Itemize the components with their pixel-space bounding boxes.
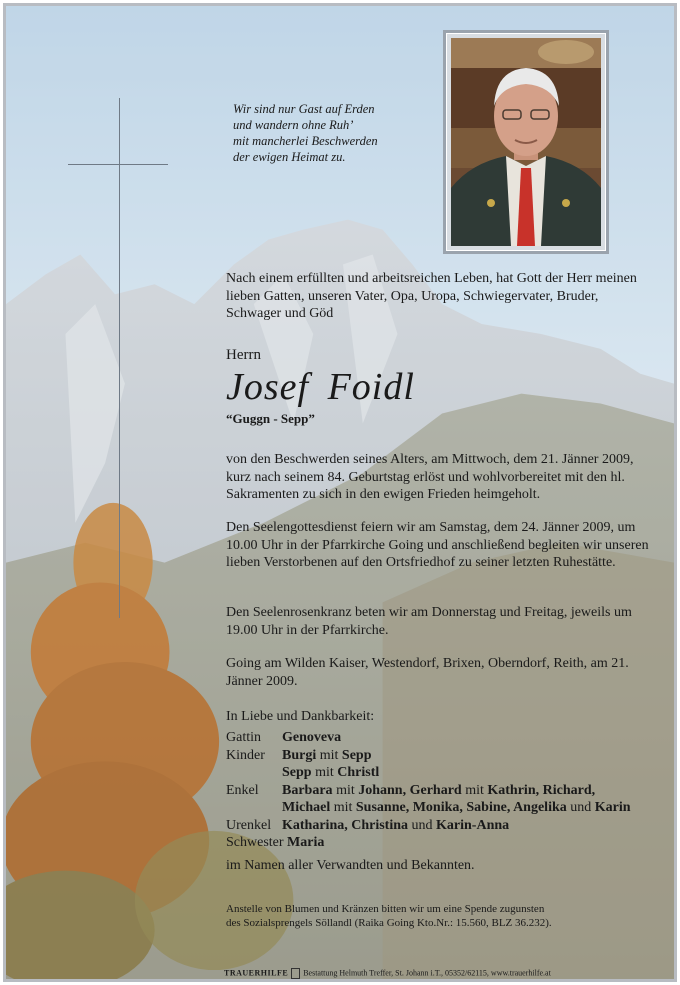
family-row-enkel — [226, 782, 666, 800]
family-member: Christl — [337, 765, 380, 780]
family-member: Burgi — [282, 747, 317, 763]
connector: und — [570, 800, 592, 815]
paragraph-service: Den Seelengottesdienst feiern wir am Samstag, dem 24. Jänner 2009, um 10.00 Uhr in der Pfarrkirche Going und anschließend begleiten wir unseren lieben Verstorbenen auf den Ortsfriedhof zu seiner letzten Ruhestätte. — [226, 520, 649, 570]
family-list — [226, 729, 666, 852]
family-member: Maria — [287, 835, 325, 850]
family-row-enkel-2 — [226, 799, 666, 817]
family-member: Johann, Gerhard — [358, 782, 462, 798]
family-row-kinder-2 — [226, 764, 666, 782]
donation-line: des Sozialsprengels Söllandl (Raika Going Kto.Nr.: 15.560, BLZ 36.232). — [226, 917, 552, 929]
family-label: Gattin — [226, 730, 261, 745]
poem-line: und wandern ohne Ruh’ — [233, 118, 354, 132]
family-member: Michael — [282, 800, 331, 815]
family-row-kinder — [226, 747, 666, 765]
connector: und — [411, 817, 433, 833]
family-member: Barbara — [282, 782, 333, 798]
family-member: Katharina, Christina — [282, 817, 409, 833]
poem — [233, 101, 378, 165]
family-label: Schwester — [226, 835, 284, 850]
family-label: Kinder — [226, 747, 265, 763]
cross-vertical — [119, 98, 120, 618]
footer — [224, 968, 551, 979]
love-line: In Liebe und Dankbarkeit: — [226, 709, 375, 724]
obituary-page — [3, 3, 677, 982]
family-row-gattin — [226, 729, 666, 747]
donation-note — [226, 902, 552, 930]
family-row-urenkel — [226, 817, 666, 835]
cross-horizontal — [68, 164, 168, 165]
poem-line: mit mancherlei Beschwerden — [233, 134, 378, 148]
family-label: Urenkel — [226, 817, 272, 833]
portrait-image — [451, 38, 601, 246]
trauerhilfe-logo-icon — [291, 968, 300, 979]
donation-line: Anstelle von Blumen und Kränzen bitten wir um eine Spende zugunsten — [226, 903, 545, 915]
family-row-schwester — [226, 834, 666, 852]
salutation: Herrn — [226, 347, 261, 363]
family-member: Sepp — [341, 747, 372, 763]
paragraph-rosary: Den Seelenrosenkranz beten wir am Donnerstag und Freitag, jeweils um 19.00 Uhr in der Pfarrkirche. — [226, 605, 632, 638]
connector: mit — [465, 782, 484, 798]
connector: mit — [336, 782, 355, 798]
intro-text: Nach einem erfüllten und arbeitsreichen Leben, hat Gott der Herr meinen lieben Gatten, unseren Vater, Opa, Uropa, Schwiegervater, Bruder, Schwager und Göd — [226, 271, 637, 321]
connector: mit — [319, 747, 339, 763]
paragraph-passing: von den Beschwerden seines Alters, am Mittwoch, dem 21. Jänner 2009, kurz nach seinem 84. Geburtstag erlöst und wohlvorbereitet mit den hl. Sakramenten zu sich in den ewigen Frieden heimgeholt. — [226, 452, 634, 502]
family-member: Genoveva — [282, 730, 342, 745]
family-member: Susanne, Monika, Sabine, Angelika — [355, 800, 567, 815]
family-label: Enkel — [226, 782, 259, 798]
family-member: Kathrin, Richard, — [487, 782, 596, 798]
nickname: “Guggn - Sepp” — [226, 411, 315, 426]
footer-text: Bestattung Helmuth Treffer, St. Johann i.T., 05352/62115, www.trauerhilfe.at — [303, 968, 551, 978]
deceased-name: Josef Foidl — [226, 366, 415, 408]
family-member: Sepp — [282, 765, 312, 780]
poem-line: Wir sind nur Gast auf Erden — [233, 102, 375, 116]
closing-line: im Namen aller Verwandten und Bekannten. — [226, 858, 475, 873]
family-member: Karin — [594, 800, 631, 815]
connector: mit — [315, 765, 334, 780]
connector: mit — [333, 800, 353, 815]
portrait-photo — [446, 33, 606, 251]
paragraph-place-date: Going am Wilden Kaiser, Westendorf, Brixen, Oberndorf, Reith, am 21. Jänner 2009. — [226, 656, 629, 689]
poem-line: der ewigen Heimat zu. — [233, 150, 346, 164]
footer-brand: TRAUERHILFE — [224, 968, 289, 978]
family-member: Karin-Anna — [436, 817, 510, 833]
